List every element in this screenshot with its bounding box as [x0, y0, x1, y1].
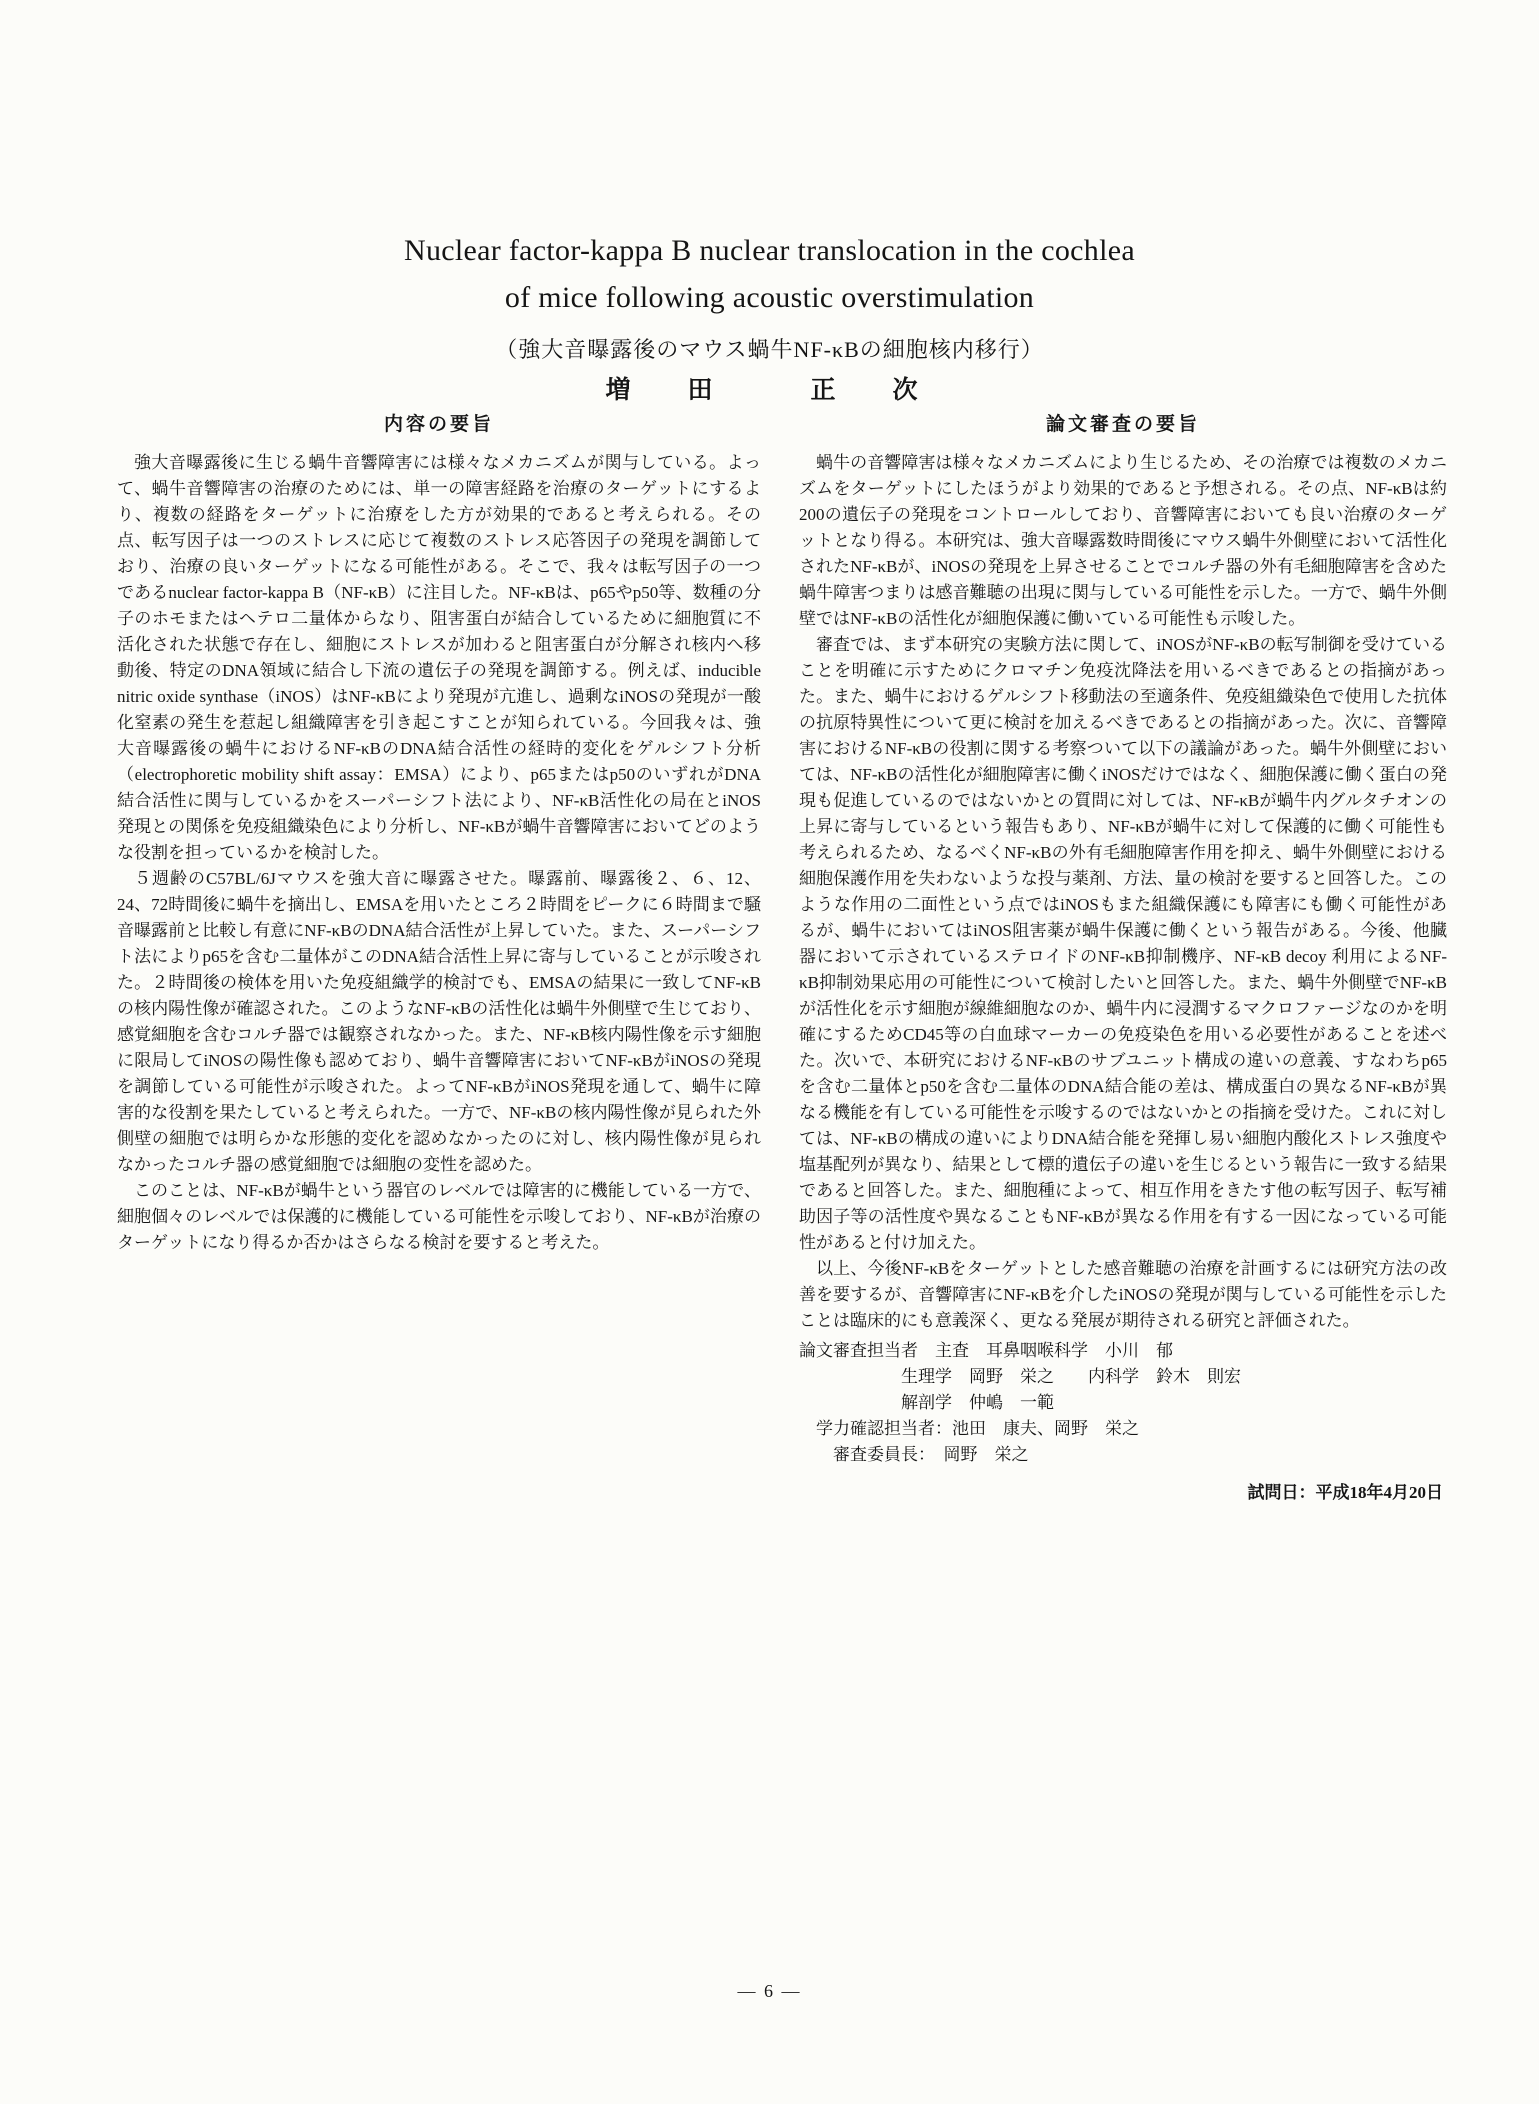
paragraph: 強大音曝露後に生じる蝸牛音響障害には様々なメカニズムが関与している。よって、蝸牛音響障害の治療のためには、単一の障害経路を治療のターゲットにするより、複数の経路をターゲットに治療をした方が効果的であると考えられる。その点、転写因子は一つのストレスに応じて複数のストレス応答因子の発現を調節しており、治療の良いターゲットになる可能性がある。そこで、我々は転写因子の一つであるnuclear factor-kappa B（NF-κB）に注目した。NF-κBは、p65やp50等、数種の分子のホモまたはヘテロ二量体からなり、阻害蛋白が結合しているために細胞質に不活化された状態で存在し、細胞にストレスが加わると阻害蛋白が分解され核内へ移動後、特定のDNA領域に結合し下流の遺伝子の発現を調節する。例えば、inducible nitric oxide synthase（iNOS）はNF-κBにより発現が亢進し、過剰なiNOSの発現が一酸化窒素の発生を惹起し組織障害を引き起こすことが知られている。今回我々は、強大音曝露後の蝸牛におけるNF-κBのDNA結合活性の経時的変化をゲルシフト分析（electrophoretic mobility shift assay：EMSA）により、p65またはp50のいずれがDNA結合活性に関与しているかをスーパーシフト法により、NF-κB活性化の局在とiNOS発現との関係を免疫組織染色により分析し、NF-κBが蝸牛音響障害においてどのような役割を担っているかを検討した。: [117, 453, 761, 862]
title-english: [0, 228, 1539, 321]
committee-line: 審査委員長： 岡野 栄之: [799, 1445, 1029, 1464]
author-name: 増 田 正 次: [605, 377, 934, 404]
committee-line: 学力確認担当者：池田 康夫、岡野 栄之: [799, 1419, 1139, 1438]
content-summary-heading: 内容の要旨: [383, 414, 494, 435]
committee-line: 生理学 岡野 栄之 内科学 鈴木 則宏: [799, 1367, 1241, 1386]
content-summary-column: [117, 412, 761, 1256]
paragraph: 審査では、まず本研究の実験方法に関して、iNOSがNF-κBの転写制御を受けていることを明確に示すためにクロマチン免疫沈降法を用いるべきであるとの指摘があった。また、蝸牛におけるゲルシフト移動法の至適条件、免疫組織染色で使用した抗体の抗原特異性について更に検討を加えるべきであるとの指摘があった。次に、音響障害におけるNF-κBの役割に関する考察ついて以下の議論があった。蝸牛外側壁においては、NF-κBの活性化が細胞障害に働くiNOSだけではなく、細胞保護に働く蛋白の発現も促進しているのではないかとの質問に対しては、NF-κBが蝸牛内グルタチオンの上昇に寄与しているという報告もあり、NF-κBが蝸牛に対して保護的に働く可能性も考えられるため、なるべくNF-κBの外有毛細胞障害作用を抑え、蝸牛外側壁における細胞保護作用を失わないような投与薬剤、方法、量の検討を要すると回答した。このような作用の二面性という点ではiNOSもまた組織保護にも障害にも働く可能性があるが、蝸牛においてはiNOS阻害薬が蝸牛保護に働くという報告がある。今後、他臓器において示されているステロイドのNF-κB抑制機序、NF-κB decoy 利用によるNF-κB抑制効果応用の可能性について検討したいと回答した。また、蝸牛外側壁でNF-κBが活性化を示す細胞が線維細胞なのか、蝸牛内に浸潤するマクロファージなのかを明確にするためCD45等の白血球マーカーの免疫染色を用いる必要性があることを述べた。次いで、本研究におけるNF-κBのサブユニット構成の違いの意義、すなわちp65を含む二量体とp50を含む二量体のDNA結合能の差は、構成蛋白の異なるNF-κBが異なる機能を有している可能性を示唆するのではないかとの指摘を受けた。これに対しては、NF-κBの構成の違いによりDNA結合能を発揮し易い細胞内酸化ストレス強度や塩基配列が異なり、結果として標的遺伝子の違いを生じるという報告に一致する結果であると回答した。また、細胞種によって、相互作用をきたす他の転写因子、転写補助因子等の活性度や異なることもNF-κBが異なる作用を有する一因になっている可能性があると付け加えた。: [799, 635, 1447, 1252]
review-summary-heading: 論文審査の要旨: [1045, 414, 1200, 435]
paragraph: 蝸牛の音響障害は様々なメカニズムにより生じるため、その治療では複数のメカニズムをターゲットにしたほうがより効果的であると予想される。その点、NF-κBは約200の遺伝子の発現をコントロールしており、音響障害においても良い治療のターゲットとなり得る。本研究は、強大音曝露数時間後にマウス蝸牛外側壁において活性化されたNF-κBが、iNOSの発現を上昇させることでコルチ器の外有毛細胞障害を含めた蝸牛障害つまりは感音難聴の出現に関与している可能性を示した。一方で、蝸牛外側壁ではNF-κBの活性化が細胞保護に働いている可能性も示唆した。: [799, 453, 1447, 628]
review-summary-column: [799, 412, 1447, 1506]
title-english-line2: of mice following acoustic overstimulation: [504, 280, 1035, 314]
content-summary-paragraphs: [117, 450, 761, 1256]
committee-line: 解剖学 仲嶋 一範: [799, 1393, 1054, 1412]
title-japanese: （強大音曝露後のマウス蝸牛NF-κBの細胞核内移行）: [495, 337, 1044, 362]
review-summary-paragraphs: [799, 450, 1447, 1334]
exam-date: 試問日：平成18年4月20日: [1247, 1483, 1443, 1502]
paragraph: 以上、今後NF-κBをターゲットとした感音難聴の治療を計画するには研究方法の改善を要するが、音響障害にNF-κBを介したiNOSの発現が関与している可能性を示したことは臨床的にも意義深く、更なる発展が期待される研究と評価された。: [799, 1259, 1447, 1330]
paragraph: ５週齢のC57BL/6Jマウスを強大音に曝露させた。曝露前、曝露後２、６、12、24、72時間後に蝸牛を摘出し、EMSAを用いたところ２時間をピークに６時間まで騒音曝露前と比較し有意にNF-κBのDNA結合活性が上昇していた。また、スーパーシフト法によりp65を含む二量体がこのDNA結合活性上昇に寄与していることが示唆された。２時間後の検体を用いた免疫組織学的検討でも、EMSAの結果に一致してNF-κBの核内陽性像が確認された。このようなNF-κBの活性化は蝸牛外側壁で生じており、感覚細胞を含むコルチ器では観察されなかった。また、NF-κB核内陽性像を示す細胞に限局してiNOSの陽性像も認めており、蝸牛音響障害においてNF-κBがiNOSの発現を調節している可能性が示唆された。よってNF-κBがiNOS発現を通して、蝸牛に障害的な役割を果たしていると考えられた。一方で、NF-κBの核内陽性像が見られた外側壁の細胞では明らかな形態的変化を認めなかったのに対し、核内陽性像が見られなかったコルチ器の感覚細胞では細胞の変性を認めた。: [117, 869, 761, 1174]
committee-line: 論文審査担当者 主査 耳鼻咽喉科学 小川 郁: [799, 1341, 1173, 1360]
title-english-line1: Nuclear factor-kappa B nuclear translocation in the cochlea: [404, 234, 1135, 267]
committee-block: [799, 1338, 1447, 1468]
page-number: ― 6 ―: [737, 1981, 802, 2001]
paragraph: このことは、NF-κBが蝸牛という器官のレベルでは障害的に機能している一方で、細胞個々のレベルでは保護的に機能している可能性を示唆しており、NF-κBが治療のターゲットになり得るか否かはさらなる検討を要すると考えた。: [117, 1181, 761, 1252]
title-block: [0, 228, 1539, 364]
